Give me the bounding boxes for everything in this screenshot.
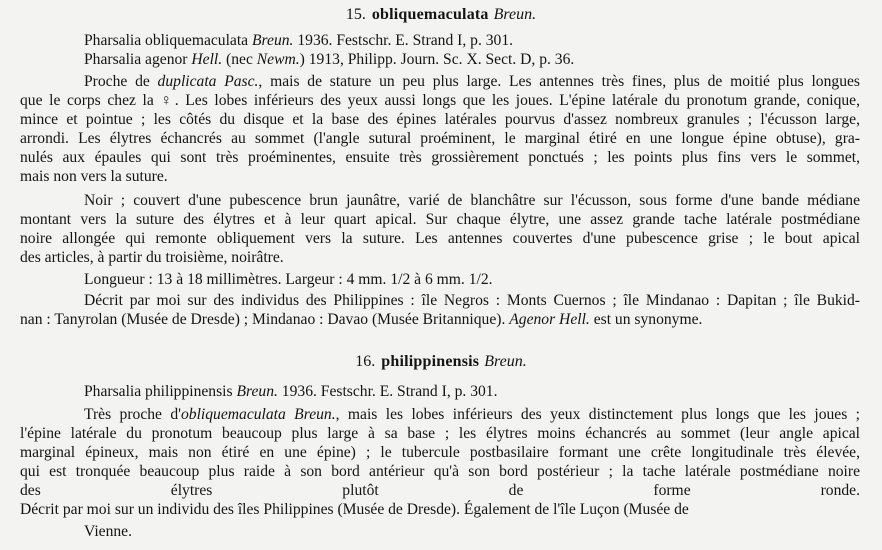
italic-span: Newm. <box>256 51 300 68</box>
italic-span: duplicata Pasc. <box>157 73 259 90</box>
text-span: 1936. Festschr. E. Strand I, p. 301. <box>277 383 498 400</box>
text-span: arrondi. Les élytres échancrés au sommet (l'angle sutural proéminent, le marginal étiré en une longue épine obtuse), gra- <box>20 130 860 147</box>
text-span: marginal épineux, mais non étiré en une épine) ; le tubercule postbasilaire formant une crête longitudinale très élevée, <box>20 444 860 461</box>
text-span: qui est tronquée beaucoup plus raide à son bord antérieur qu'à son bord postérieur ; la tache latérale postmédiane noire <box>20 463 860 480</box>
text-span: (nec <box>222 51 257 68</box>
text-line <box>84 405 860 424</box>
text-line <box>20 248 284 267</box>
italic-span: Agenor Hell. <box>509 311 590 328</box>
species-heading-16 <box>0 353 882 371</box>
text-line <box>20 148 860 167</box>
text-line <box>84 270 493 289</box>
text-span: mince et pointue ; les côtés du disque et la base des épines latérales pourvus d'assez nombreux granules ; l'écusson large, <box>20 111 860 128</box>
text-span: des élytres plutôt de forme ronde. <box>20 482 860 499</box>
text-line <box>20 424 860 443</box>
text-line <box>20 443 860 462</box>
text-line <box>20 110 860 129</box>
text-span: Pharsalia philippinensis <box>84 383 237 400</box>
text-span: Vienne. <box>84 523 132 540</box>
text-span: Très proche d' <box>84 406 181 423</box>
text-span: est un synonyme. <box>589 311 703 328</box>
species-number: 16. <box>355 353 376 370</box>
text-span: mais non vers la suture. <box>20 168 168 185</box>
species-name: obliquemaculata <box>371 6 489 23</box>
text-span: nulés aux épaules qui sont très proéminentes, ensuite très grossièrement ponctués ; les points plus fins vers le sommet, <box>20 149 860 166</box>
text-line <box>84 291 860 310</box>
text-line <box>20 481 860 500</box>
text-span: Décrit par moi sur un individu des îles Philippines (Musée de Dresde). Également de l'île Luçon (Musée de <box>20 501 689 518</box>
text-span: Pharsalia obliquemaculata <box>84 32 253 49</box>
text-span: des articles, à partir du troisième, noirâtre. <box>20 249 284 266</box>
text-span: montant vers la suture des élytres et à leur quart apical. Sur chaque élytre, une assez grande tache latérale postmédiane <box>20 211 860 228</box>
text-span: Longueur : 13 à 18 millimètres. Largeur : 4 mm. 1/2 à 6 mm. 1/2. <box>84 271 493 288</box>
text-line <box>20 310 702 329</box>
text-span: que le corps chez la ♀. Les lobes inférieurs des yeux aussi longs que les joues. L'épine latérale du pronotum grande, conique, <box>20 92 860 109</box>
text-line <box>20 129 860 148</box>
species-author: Breun. <box>493 6 537 23</box>
species-heading-15 <box>0 6 882 24</box>
text-span: Noir ; couvert d'une pubescence brun jaunâtre, varié de blanchâtre sur l'écusson, sous forme d'une bande médiane <box>84 192 860 209</box>
species-name: philippinensis <box>381 353 480 370</box>
text-line <box>84 191 860 210</box>
text-line <box>84 72 860 91</box>
text-span: Proche de <box>84 73 158 90</box>
italic-span: obliquemaculata Breun. <box>180 406 336 423</box>
text-line <box>84 50 574 69</box>
text-line <box>84 522 860 541</box>
text-line <box>20 462 860 481</box>
text-line <box>84 31 513 50</box>
text-line <box>84 382 498 401</box>
italic-span: Hell. <box>191 51 223 68</box>
text-span: nan : Tanyrolan (Musée de Dresde) ; Mindanao : Davao (Musée Britannique). <box>20 311 510 328</box>
text-span: 1936. Festschr. E. Strand I, p. 301. <box>293 32 514 49</box>
text-span: Pharsalia agenor <box>84 51 192 68</box>
text-span: , mais de stature un peu plus large. Les antennes très fines, plus de moitié plus longues <box>258 73 860 90</box>
italic-span: Breun. <box>252 32 294 49</box>
text-line <box>20 167 168 186</box>
species-author: Breun. <box>484 353 527 370</box>
species-number: 15. <box>345 6 366 23</box>
text-span: Décrit par moi sur des individus des Philippines : île Negros : Monts Cuernos ; île Mindanao : Dapitan ; île Bukid- <box>84 292 860 309</box>
text-line <box>20 229 860 248</box>
text-span: noire allongée qui remonte obliquement vers la suture. Les antennes couvertes d'une pubescence grise ; le bout apical <box>20 230 860 247</box>
text-line <box>20 500 689 519</box>
text-span: , mais les lobes inférieurs des yeux distinctement plus longs que les joues ; <box>335 406 860 423</box>
text-line <box>20 91 860 110</box>
text-line <box>20 210 860 229</box>
text-span: l'épine latérale du pronotum beaucoup plus large à sa base ; les élytres moins échancrés au sommet (leur angle apical <box>20 425 860 442</box>
italic-span: Breun. <box>236 383 278 400</box>
text-span: ) 1913, Philipp. Journ. Sc. X. Sect. D, p. 36. <box>299 51 575 68</box>
